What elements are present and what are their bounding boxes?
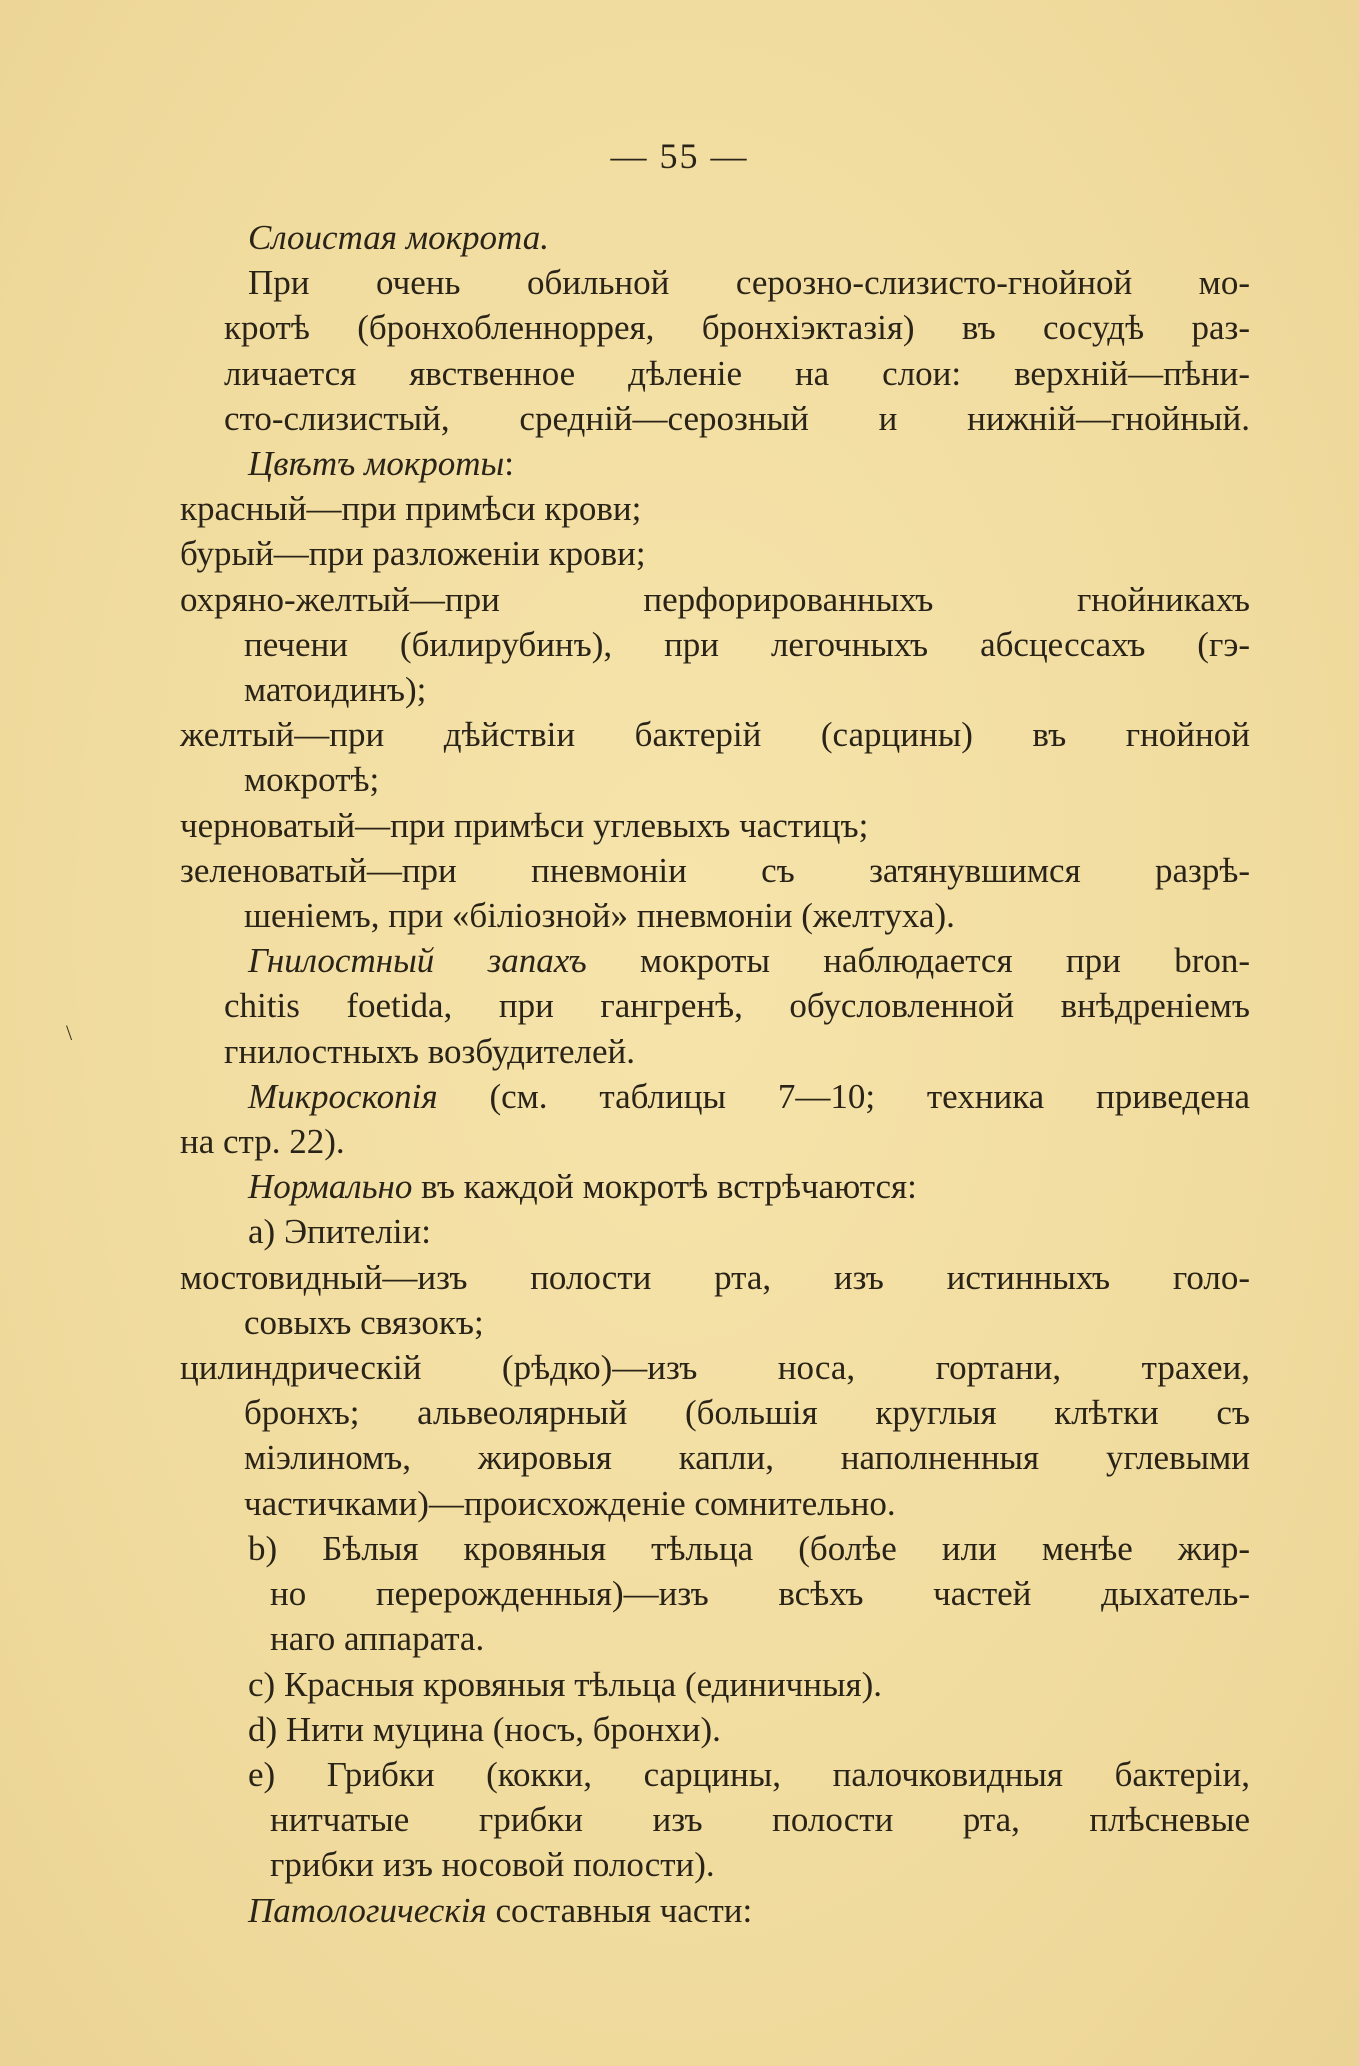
- text-run: но перерожденныя)—изъ всѣхъ частей дыхатель-: [270, 1574, 1250, 1614]
- text-run: составныя части:: [486, 1890, 753, 1930]
- text-line: [180, 1481, 1250, 1526]
- text-line: [180, 1707, 1250, 1752]
- text-line: [180, 1616, 1250, 1661]
- text-run: a) Эпителіи:: [248, 1212, 431, 1252]
- text-run: въ каждой мокротѣ встрѣчаются:: [412, 1167, 917, 1207]
- text-run: (см. таблицы 7—10; техника приведена: [437, 1076, 1250, 1116]
- page-number: — 55 —: [610, 136, 749, 176]
- text-line: [180, 848, 1250, 893]
- text-line: [180, 351, 1250, 396]
- italic-term: Нормально: [248, 1167, 413, 1207]
- text-run: бронхъ; альвеолярный (большія круглыя клѣтки съ: [244, 1393, 1250, 1433]
- text-run: мостовидный—изъ полости рта, изъ истинныхъ голо-: [180, 1257, 1250, 1297]
- text-run: :: [504, 444, 514, 484]
- text-line: [180, 577, 1250, 622]
- text-run: наго аппарата.: [270, 1619, 485, 1659]
- text-run: гнилостныхъ возбудителей.: [224, 1031, 635, 1071]
- text-line: [180, 396, 1250, 441]
- text-run: шеніемъ, при «біліозной» пневмоніи (желтуха).: [244, 896, 955, 936]
- text-line: [180, 486, 1250, 531]
- text-line: [180, 1209, 1250, 1254]
- text-run: c) Красныя кровяныя тѣльца (единичныя).: [248, 1664, 883, 1704]
- italic-term: Слоистая мокрота.: [248, 218, 549, 257]
- stray-mark: \: [66, 1020, 73, 1045]
- text-run: цилиндрическій (рѣдко)—изъ носа, гортани, трахеи,: [180, 1348, 1250, 1388]
- text-run: chitis foetida, при гангренѣ, обусловленной внѣдреніемъ: [224, 986, 1250, 1026]
- text-line: [180, 757, 1250, 802]
- text-line: [180, 1074, 1250, 1119]
- text-run: d) Нити муцина (носъ, бронхи).: [248, 1709, 721, 1749]
- text-run: совыхъ связокъ;: [244, 1302, 484, 1342]
- text-line: [180, 803, 1250, 848]
- text-run: сто-слизистый, средній—серозный и нижній—гнойный.: [224, 398, 1250, 438]
- text-line: [180, 1164, 1250, 1209]
- text-run: нитчатые грибки изъ полости рта, плѣсневые: [270, 1800, 1250, 1840]
- text-line: [180, 1300, 1250, 1345]
- text-run: личается явственное дѣленіе на слои: верхній—пѣни-: [224, 353, 1250, 393]
- text-line: [180, 1797, 1250, 1842]
- text-line: [180, 1526, 1250, 1571]
- italic-term: Гнилостный запахъ: [248, 941, 587, 981]
- text-line: [180, 893, 1250, 938]
- text-line: [180, 260, 1250, 305]
- text-line: [180, 983, 1250, 1028]
- text-line: [180, 441, 1250, 486]
- text-line: [180, 1662, 1250, 1707]
- text-line: [180, 215, 1250, 260]
- text-line: [180, 1888, 1250, 1933]
- italic-term: Цвѣтъ мокроты: [248, 444, 505, 484]
- text-line: [180, 305, 1250, 350]
- text-line: [180, 1390, 1250, 1435]
- text-line: [180, 712, 1250, 757]
- italic-term: Микроскопія: [248, 1076, 438, 1116]
- text-run: кротѣ (бронхобленноррея, бронхіэктазія) въ сосудѣ раз-: [224, 308, 1250, 348]
- text-run: мокроты наблюдается при bron-: [586, 941, 1251, 981]
- text-run: зеленоватый—при пневмоніи съ затянувшимся разрѣ-: [180, 850, 1250, 890]
- text-run: желтый—при дѣйствіи бактерій (сарцины) въ гнойной: [180, 715, 1250, 755]
- body-text: [180, 215, 1250, 1933]
- text-line: [180, 1119, 1250, 1164]
- text-run: бурый—при разложеніи крови;: [180, 534, 646, 574]
- text-line: [180, 1435, 1250, 1480]
- text-run: черноватый—при примѣси углевыхъ частицъ;: [180, 805, 869, 845]
- text-line: [180, 1029, 1250, 1074]
- text-line: [180, 622, 1250, 667]
- text-line: [180, 1842, 1250, 1887]
- text-run: При очень обильной серозно-слизисто-гнойной мо-: [248, 263, 1250, 303]
- text-line: [180, 938, 1250, 983]
- text-line: [180, 1571, 1250, 1616]
- text-run: частичками)—происхожденіе сомнительно.: [244, 1483, 896, 1523]
- text-run: печени (билирубинъ), при легочныхъ абсцессахъ (гэ-: [244, 624, 1250, 664]
- text-run: міэлиномъ, жировыя капли, наполненныя углевыми: [244, 1438, 1250, 1478]
- text-line: [180, 531, 1250, 576]
- text-run: матоидинъ);: [244, 670, 427, 710]
- text-line: [180, 1752, 1250, 1797]
- text-run: b) Бѣлыя кровяныя тѣльца (болѣе или менѣе жир-: [248, 1528, 1250, 1568]
- italic-term: Патологическія: [248, 1890, 487, 1930]
- text-run: на стр. 22).: [180, 1122, 345, 1162]
- text-run: мокротѣ;: [244, 760, 380, 800]
- text-line: [180, 1345, 1250, 1390]
- text-run: грибки изъ носовой полости).: [270, 1845, 715, 1885]
- text-line: [180, 667, 1250, 712]
- text-run: красный—при примѣси крови;: [180, 489, 642, 529]
- text-run: e) Грибки (кокки, сарцины, палочковидныя бактеріи,: [248, 1754, 1250, 1794]
- text-run: охряно-желтый—при перфорированныхъ гнойникахъ: [180, 579, 1250, 619]
- text-line: [180, 1255, 1250, 1300]
